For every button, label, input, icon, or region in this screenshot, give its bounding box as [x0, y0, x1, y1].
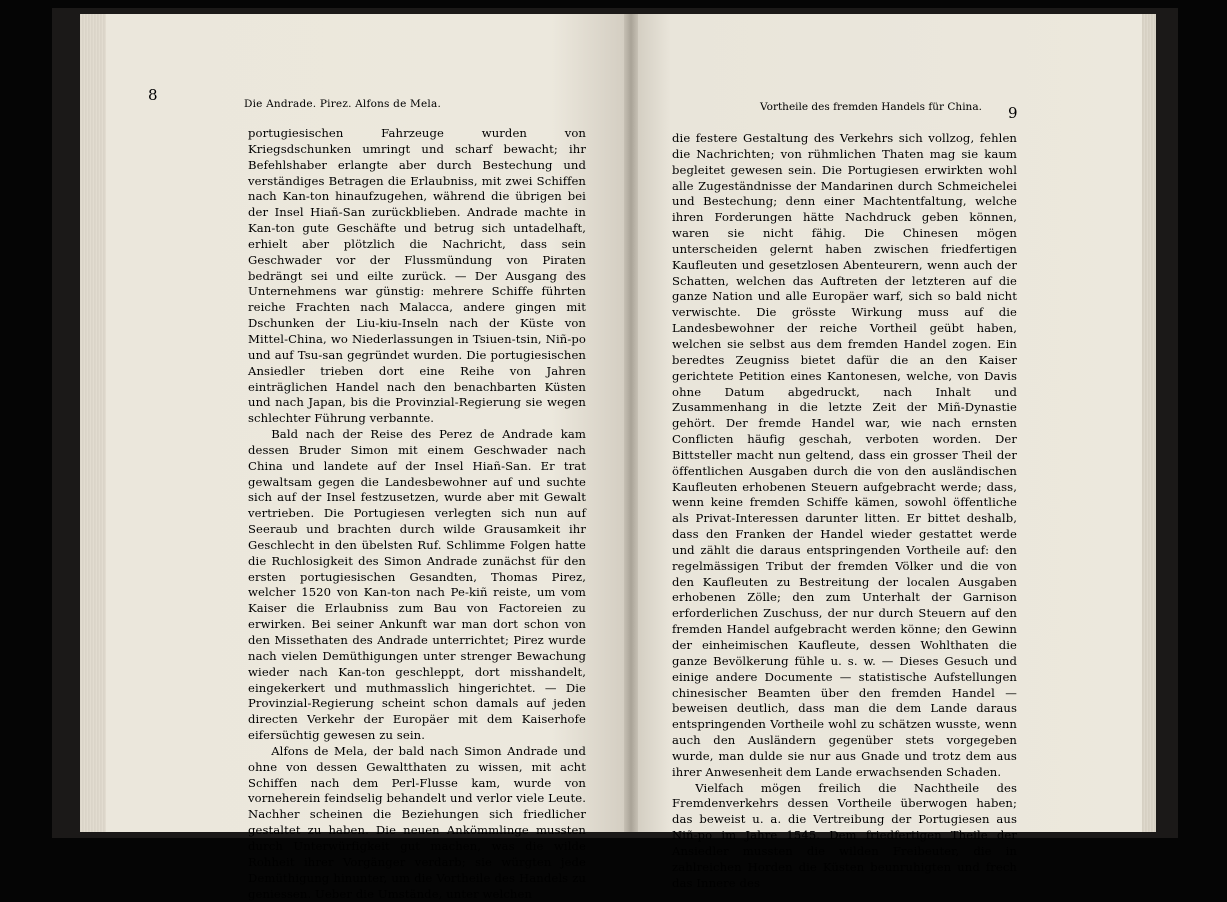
- left-page-text: [248, 126, 586, 902]
- left-page-number: 8: [148, 86, 158, 104]
- right-page-number: 9: [1008, 104, 1018, 122]
- right-running-head: Vortheile des fremden Handels für China.: [760, 101, 982, 113]
- right-paragraph-1: die festere Gestaltung des Verkehrs sich vollzog, fehlen die Nachrichten; von rühmlichen Thaten mag sie kaum begleitet gewesen sein. Die Portugiesen erwirkten wohl alle Zugeständnisse der Mandarinen durch Schmeichelei und Bestechung; denn einer Machtentfaltung, welche ihren Forderungen hätte Nachdruck geben können, waren sie nicht fähig. Die Chinesen mögen unterscheiden gelernt haben zwischen friedfertigen Kaufleuten und gesetzlosen Abenteurern, wenn auch der Schatten, welchen das Auftreten der letzteren auf die ganze Nation und alle Europäer warf, sich so bald nicht verwischte. Die grösste Wirkung muss auf die Landesbewohner der reiche Vortheil geübt haben, welchen sie selbst aus dem fremden Handel zogen. Ein beredtes Zeugniss bietet dafür die an den Kaiser gerichtete Petition eines Kantonesen, welche, von Davis ohne Datum abgedruckt, nach Inhalt und Zusammenhang in die letzte Zeit der Miñ-Dynastie gehört. Der fremde Handel war, wie nach ernsten Conflicten häufig geschah, verboten worden. Der Bittsteller macht nun geltend, dass ein grosser Theil der öffentlichen Ausgaben durch die von den ausländischen Kaufleuten erhobenen Steuern aufgebracht werde; dass, wenn keine fremden Schiffe kämen, sowohl öffentliche als Privat-Interessen darunter litten. Er bittet deshalb, dass den Franken der Handel wieder gestattet werde und zählt die daraus entspringenden Vortheile auf: den regelmässigen Tribut der fremden Völker und die von den Kaufleuten zu Bestreitung der localen Ausgaben erhobenen Zölle; den zum Unterhalt der Garnison erforderlichen Zuschuss, der nur durch Steuern auf den fremden Handel aufgebracht werden könne; den Gewinn der einheimischen Kaufleute, dessen Wohlthaten die ganze Bevölkerung fühle u. s. w. — Dieses Gesuch und einige andere Documente — statistische Aufstellungen chinesischer Beamten über den fremden Handel — beweisen deutlich, dass man die dem Lande daraus entspringenden Vortheile wohl zu schätzen wusste, wenn auch den Ausländern gegenüber stets vorgegeben wurde, man dulde sie nur aus Gnade und trotz dem aus ihrer Anwesenheit dem Lande erwachsenden Schaden.: [672, 131, 1017, 779]
- left-paragraph-2: Bald nach der Reise des Perez de Andrade kam dessen Bruder Simon mit einem Geschwader nach China und landete auf der Insel Hiañ-San. Er trat gewaltsam gegen die Landesbewohner auf und suchte sich auf der Insel festzusetzen, wurde aber mit Gewalt vertrieben. Die Portugiesen verlegten sich nun auf Seeraub und brachten durch wilde Grausamkeit ihr Geschlecht in den übelsten Ruf. Schlimme Folgen hatte die Ruchlosigkeit des Simon Andrade zunächst für den ersten portugiesischen Gesandten, Thomas Pirez, welcher 1520 von Kan-ton nach Pe-kiñ reiste, um vom Kaiser die Erlaubniss zum Bau von Factoreien zu erwirken. Bei seiner Ankunft war man dort schon von den Missethaten des Andrade unterrichtet; Pirez wurde nach vielen Demüthigungen unter strenger Bewachung wieder nach Kan-ton geschleppt, dort misshandelt, eingekerkert und muthmasslich hingerichtet. — Die Provinzial-Regierung scheint schon damals auf jeden directen Verkehr der Europäer mit dem Kaiserhofe eifersüchtig gewesen zu sein.: [248, 427, 586, 743]
- left-running-head: Die Andrade. Pirez. Alfons de Mela.: [244, 98, 441, 110]
- right-page-header: [760, 101, 1030, 122]
- right-paragraph-2: Vielfach mögen freilich die Nachtheile des Fremdenverkehrs dessen Vortheile überwogen haben; das beweist u. a. die Vertreibung der Portugiesen aus Niñ-po im Jahre 1545. Dem friedfertigen Theile der Ansiedler mussten die wilden Freibeuter, die in zahlreichen Horden die Küsten beunruhigten und frech das Innere des: [672, 780, 1017, 890]
- book-gutter: [624, 14, 638, 832]
- left-paragraph-3: Alfons de Mela, der bald nach Simon Andrade und ohne von dessen Gewaltthaten zu wissen, mit acht Schiffen nach dem Perl-Flusse kam, wurde von vorneherein feindselig behandelt und verlor viele Leute. Nachher scheinen die Beziehungen sich friedlicher gestaltet zu haben. Die neuen Ankömmlinge mussten durch Unterwürfigkeit gut machen, was die wilde Rohheit ihrer Vorgänger verdarb; sie würgten jede Demüthigung hinunter, um die Vortheile des Handels zu geniessen. Ueber die Umstände, unter welchen: [248, 743, 586, 901]
- page-edges-right: [1140, 14, 1156, 832]
- right-page-text: [672, 131, 1017, 892]
- left-paragraph-1: portugiesischen Fahrzeuge wurden von Kriegsdschunken umringt und scharf bewacht; ihr Befehlshaber erlangte aber durch Bestechung und verständiges Betragen die Erlaubniss, mit zwei Schiffen nach Kan-ton hinaufzugehen, während die übrigen bei der Insel Hiañ-San zurückblieben. Andrade machte in Kan-ton gute Geschäfte und betrug sich untadelhaft, erhielt aber plötzlich die Nachricht, dass sein Geschwader vor der Flussmündung von Piraten bedrängt sei und eilte zurück. — Der Ausgang des Unternehmens war günstig: mehrere Schiffe führten reiche Frachten nach Malacca, andere gingen mit Dschunken der Liu-kiu-Inseln nach der Küste von Mittel-China, wo Niederlassungen in Tsiuen-tsin, Niñ-po und auf Tsu-san gegründet wurden. Die portugiesischen Ansiedler trieben dort eine Reihe von Jahren einträglichen Handel nach den benachbarten Küsten und nach Japan, bis die Provinzial-Regierung sie wegen schlechter Führung verbannte.: [248, 126, 586, 426]
